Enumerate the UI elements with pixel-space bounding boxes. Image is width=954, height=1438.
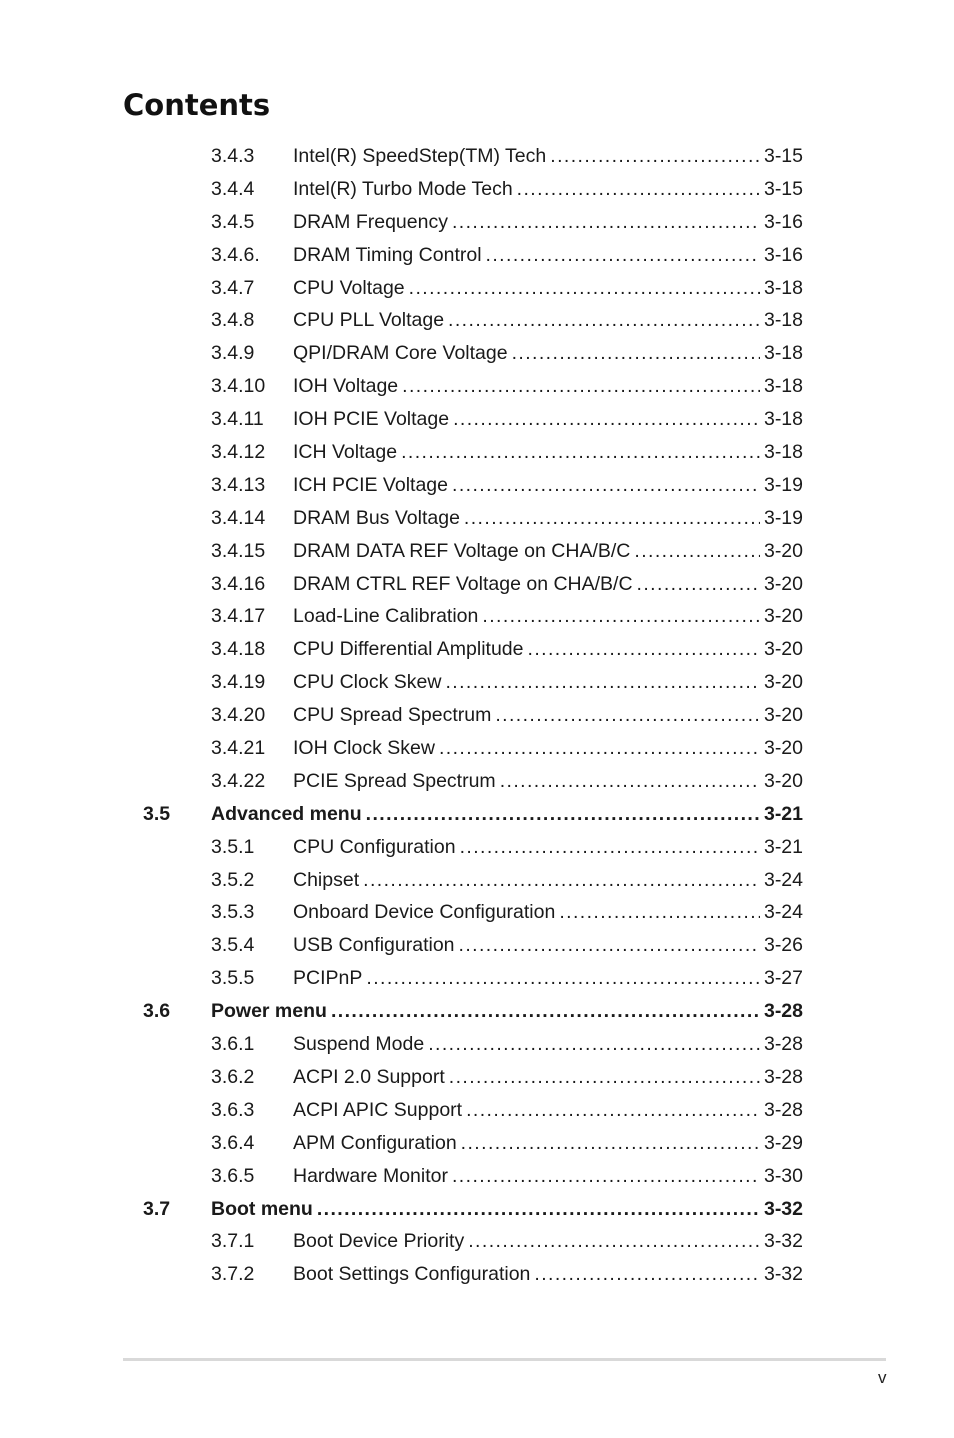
toc-entry[interactable] bbox=[0, 239, 954, 272]
toc-entry-number: 3.4.13 bbox=[211, 473, 266, 496]
toc-entry-number: 3.7.1 bbox=[211, 1230, 255, 1253]
toc-entry-title[interactable]: Advanced menu bbox=[211, 802, 362, 825]
toc-entry-title[interactable]: CPU Configuration bbox=[293, 835, 456, 858]
toc-entry[interactable] bbox=[0, 896, 954, 929]
toc-entry-page[interactable]: 3-28 bbox=[763, 1000, 803, 1023]
toc-entry[interactable] bbox=[0, 765, 954, 798]
dot-leader bbox=[363, 864, 760, 897]
toc-entry-title[interactable]: APM Configuration bbox=[293, 1131, 457, 1154]
toc-entry-page[interactable]: 3-32 bbox=[763, 1197, 803, 1220]
toc-entry-line bbox=[293, 831, 803, 864]
toc-entry-number: 3.4.9 bbox=[211, 342, 255, 365]
toc-entry[interactable] bbox=[0, 831, 954, 864]
toc-entry-page[interactable]: 3-24 bbox=[763, 868, 803, 891]
dot-leader bbox=[461, 1127, 760, 1160]
toc-entry-line bbox=[293, 1160, 803, 1193]
toc-entry[interactable] bbox=[0, 535, 954, 568]
toc-entry-title[interactable]: CPU PLL Voltage bbox=[293, 309, 445, 332]
toc-entry-page[interactable]: 3-20 bbox=[763, 638, 803, 661]
toc-entry-line bbox=[293, 896, 803, 929]
toc-entry-title[interactable]: ACPI APIC Support bbox=[293, 1098, 463, 1121]
toc-entry-line bbox=[293, 173, 803, 206]
toc-entry-line bbox=[293, 206, 803, 239]
toc-entry-line bbox=[293, 1061, 803, 1094]
toc-entry[interactable] bbox=[0, 995, 954, 1028]
toc-entry-title[interactable]: ICH PCIE Voltage bbox=[293, 473, 448, 496]
toc-entry-line bbox=[293, 929, 803, 962]
toc-entry-number: 3.6.4 bbox=[211, 1131, 255, 1154]
toc-entry-page[interactable]: 3-18 bbox=[763, 375, 803, 398]
toc-entry-number: 3.4.22 bbox=[211, 769, 266, 792]
dot-leader bbox=[486, 239, 760, 272]
toc-entry[interactable] bbox=[0, 272, 954, 305]
toc-entry-line bbox=[293, 666, 803, 699]
toc-entry-title[interactable]: CPU Spread Spectrum bbox=[293, 704, 492, 727]
toc-entry-page[interactable]: 3-20 bbox=[763, 605, 803, 628]
toc-entry-title[interactable]: CPU Clock Skew bbox=[293, 671, 442, 694]
toc-entry-number: 3.4.16 bbox=[211, 572, 266, 595]
toc-entry-title[interactable]: PCIE Spread Spectrum bbox=[293, 769, 496, 792]
toc-entry-line bbox=[293, 568, 803, 601]
dot-leader bbox=[452, 1160, 760, 1193]
dot-leader bbox=[452, 206, 760, 239]
toc-entry-title[interactable]: Power menu bbox=[211, 1000, 327, 1023]
toc-entry[interactable] bbox=[0, 633, 954, 666]
toc-entry[interactable] bbox=[0, 206, 954, 239]
dot-leader bbox=[468, 1225, 760, 1258]
toc-entry-page[interactable]: 3-15 bbox=[763, 145, 803, 167]
toc-entry-number: 3.4.6. bbox=[211, 243, 260, 266]
toc-entry-line bbox=[211, 798, 803, 831]
dot-leader bbox=[452, 469, 760, 502]
toc-entry-page[interactable]: 3-28 bbox=[763, 1065, 803, 1088]
toc-entry-line bbox=[293, 1028, 803, 1061]
toc-entry-number: 3.4.12 bbox=[211, 441, 266, 464]
toc-entry-line bbox=[211, 1193, 803, 1226]
toc-entry-number: 3.5.1 bbox=[211, 835, 255, 858]
toc-entry-title[interactable]: DRAM Timing Control bbox=[293, 243, 482, 266]
toc-entry-page[interactable]: 3-19 bbox=[763, 473, 803, 496]
toc-entry-page[interactable]: 3-27 bbox=[763, 967, 803, 990]
toc-entry-number: 3.6.5 bbox=[211, 1164, 255, 1187]
toc-entry-line bbox=[293, 140, 803, 173]
toc-entry[interactable] bbox=[0, 370, 954, 403]
toc-entry-title[interactable]: QPI/DRAM Core Voltage bbox=[293, 342, 508, 365]
toc-entry[interactable] bbox=[0, 600, 954, 633]
toc-entry-page[interactable]: 3-30 bbox=[763, 1164, 803, 1187]
dot-leader bbox=[449, 1061, 760, 1094]
dot-leader bbox=[448, 304, 760, 337]
toc-entry-number: 3.4.14 bbox=[211, 506, 266, 529]
dot-leader bbox=[517, 173, 760, 206]
toc-entry-title[interactable]: Boot menu bbox=[211, 1197, 313, 1220]
dot-leader bbox=[331, 995, 760, 1028]
dot-leader bbox=[550, 140, 760, 173]
toc-entry[interactable] bbox=[0, 929, 954, 962]
toc-entry-page[interactable]: 3-32 bbox=[763, 1263, 803, 1286]
toc-entry-number: 3.4.20 bbox=[211, 704, 266, 727]
toc-entry-number: 3.6.2 bbox=[211, 1065, 255, 1088]
dot-leader bbox=[464, 502, 760, 535]
toc-entry-page[interactable]: 3-20 bbox=[763, 769, 803, 792]
toc-entry-title[interactable]: DRAM DATA REF Voltage on CHA/B/C bbox=[293, 539, 631, 562]
toc-entry-number: 3.4.8 bbox=[211, 309, 255, 332]
table-of-contents bbox=[0, 140, 954, 1291]
dot-leader bbox=[428, 1028, 760, 1061]
toc-entry-line bbox=[293, 370, 803, 403]
toc-entry-title[interactable]: DRAM Bus Voltage bbox=[293, 506, 460, 529]
toc-entry-title[interactable]: CPU Differential Amplitude bbox=[293, 638, 524, 661]
toc-entry-page[interactable]: 3-20 bbox=[763, 539, 803, 562]
toc-entry[interactable] bbox=[0, 798, 954, 831]
toc-entry-page[interactable]: 3-18 bbox=[763, 342, 803, 365]
toc-entry[interactable] bbox=[0, 1193, 954, 1226]
toc-entry[interactable] bbox=[0, 699, 954, 732]
toc-entry-page[interactable]: 3-32 bbox=[763, 1230, 803, 1253]
page-title: Contents bbox=[123, 88, 271, 122]
toc-entry[interactable] bbox=[0, 1258, 954, 1291]
toc-entry[interactable] bbox=[0, 732, 954, 765]
toc-entry-title[interactable]: Load-Line Calibration bbox=[293, 605, 479, 628]
toc-entry-number: 3.4.11 bbox=[211, 408, 264, 431]
dot-leader bbox=[317, 1193, 760, 1226]
dot-leader bbox=[459, 929, 760, 962]
dot-leader bbox=[460, 831, 760, 864]
toc-entry-title[interactable]: USB Configuration bbox=[293, 934, 455, 957]
dot-leader bbox=[439, 732, 760, 765]
toc-entry-title[interactable]: DRAM Frequency bbox=[293, 210, 448, 233]
dot-leader bbox=[534, 1258, 760, 1291]
toc-entry-number: 3.5.5 bbox=[211, 967, 255, 990]
toc-entry-page[interactable]: 3-18 bbox=[763, 309, 803, 332]
dot-leader bbox=[445, 666, 760, 699]
toc-entry-line bbox=[293, 633, 803, 666]
toc-entry-title[interactable]: Boot Settings Configuration bbox=[293, 1263, 531, 1286]
toc-entry[interactable] bbox=[0, 568, 954, 601]
dot-leader bbox=[409, 272, 760, 305]
toc-entry-page[interactable]: 3-20 bbox=[763, 671, 803, 694]
toc-entry-number: 3.4.7 bbox=[211, 276, 255, 299]
toc-entry-line bbox=[293, 732, 803, 765]
toc-entry-title[interactable]: IOH Voltage bbox=[293, 375, 399, 398]
toc-entry-number: 3.4.18 bbox=[211, 638, 266, 661]
toc-entry-number: 3.4.5 bbox=[211, 210, 255, 233]
dot-leader bbox=[466, 1094, 760, 1127]
toc-entry-page[interactable]: 3-16 bbox=[763, 210, 803, 233]
toc-entry[interactable] bbox=[0, 666, 954, 699]
toc-entry[interactable] bbox=[0, 337, 954, 370]
toc-entry-title[interactable]: Onboard Device Configuration bbox=[293, 901, 556, 924]
toc-entry-number: 3.5.4 bbox=[211, 934, 255, 957]
toc-entry[interactable] bbox=[0, 173, 954, 206]
toc-entry-page[interactable]: 3-16 bbox=[763, 243, 803, 266]
dot-leader bbox=[512, 337, 760, 370]
toc-entry[interactable] bbox=[0, 403, 954, 436]
toc-entry-title[interactable]: Hardware Monitor bbox=[293, 1164, 448, 1187]
toc-entry-number: 3.5.3 bbox=[211, 901, 255, 924]
toc-entry[interactable] bbox=[0, 1160, 954, 1193]
toc-entry-number: 3.6 bbox=[143, 1000, 171, 1023]
toc-entry-line bbox=[293, 864, 803, 897]
toc-entry-line bbox=[293, 1127, 803, 1160]
dot-leader bbox=[366, 798, 760, 831]
toc-entry-number: 3.5.2 bbox=[211, 868, 255, 891]
toc-entry[interactable] bbox=[0, 1061, 954, 1094]
toc-entry-line bbox=[211, 995, 803, 1028]
toc-entry-title[interactable]: Suspend Mode bbox=[293, 1033, 425, 1056]
toc-entry-page[interactable]: 3-20 bbox=[763, 704, 803, 727]
toc-entry[interactable] bbox=[0, 1028, 954, 1061]
footer-rule bbox=[123, 1358, 886, 1361]
page-number: v bbox=[878, 1368, 887, 1387]
toc-entry-page[interactable]: 3-28 bbox=[763, 1033, 803, 1056]
toc-entry-number: 3.4.15 bbox=[211, 539, 266, 562]
toc-entry-line bbox=[293, 304, 803, 337]
toc-entry-line bbox=[293, 436, 803, 469]
toc-entry-number: 3.6.1 bbox=[211, 1033, 255, 1056]
toc-entry-number: 3.5 bbox=[143, 802, 171, 825]
toc-entry-title[interactable]: ICH Voltage bbox=[293, 441, 398, 464]
toc-entry-number: 3.7 bbox=[143, 1197, 171, 1220]
toc-entry-page[interactable]: 3-18 bbox=[763, 408, 803, 431]
toc-entry-page[interactable]: 3-24 bbox=[763, 901, 803, 924]
toc-entry[interactable] bbox=[0, 962, 954, 995]
toc-entry-number: 3.4.19 bbox=[211, 671, 266, 694]
toc-entry-title[interactable]: Chipset bbox=[293, 868, 360, 891]
dot-leader bbox=[559, 896, 760, 929]
toc-entry-number: 3.4.4 bbox=[211, 177, 255, 200]
toc-entry-page[interactable]: 3-20 bbox=[763, 737, 803, 760]
toc-entry-title[interactable]: IOH PCIE Voltage bbox=[293, 408, 450, 431]
toc-entry-line bbox=[293, 403, 803, 436]
dot-leader bbox=[500, 765, 760, 798]
toc-entry-line bbox=[293, 1258, 803, 1291]
toc-entry-title[interactable]: CPU Voltage bbox=[293, 276, 405, 299]
toc-entry-line bbox=[293, 469, 803, 502]
toc-entry[interactable] bbox=[0, 502, 954, 535]
toc-entry-number: 3.7.2 bbox=[211, 1263, 255, 1286]
dot-leader bbox=[528, 633, 760, 666]
toc-entry-title[interactable]: IOH Clock Skew bbox=[293, 737, 435, 760]
toc-entry-number: 3.4.21 bbox=[211, 737, 266, 760]
toc-entry-line bbox=[293, 502, 803, 535]
toc-entry-line bbox=[293, 765, 803, 798]
toc-entry-page[interactable]: 3-15 bbox=[763, 177, 803, 200]
toc-entry-title[interactable]: DRAM CTRL REF Voltage on CHA/B/C bbox=[293, 572, 633, 595]
toc-entry[interactable] bbox=[0, 1094, 954, 1127]
toc-entry-line bbox=[293, 962, 803, 995]
toc-entry[interactable] bbox=[0, 304, 954, 337]
toc-entry-page[interactable]: 3-28 bbox=[763, 1098, 803, 1121]
toc-entry-number: 3.4.10 bbox=[211, 375, 266, 398]
toc-entry-page[interactable]: 3-21 bbox=[763, 802, 803, 825]
toc-entry-title[interactable]: Intel(R) SpeedStep(TM) Tech bbox=[293, 145, 547, 167]
dot-leader bbox=[401, 436, 760, 469]
dot-leader bbox=[366, 962, 760, 995]
dot-leader bbox=[634, 535, 760, 568]
toc-entry-title[interactable]: Intel(R) Turbo Mode Tech bbox=[293, 177, 513, 200]
toc-entry[interactable] bbox=[0, 1127, 954, 1160]
toc-entry-title[interactable]: ACPI 2.0 Support bbox=[293, 1065, 445, 1088]
toc-entry-line bbox=[293, 699, 803, 732]
toc-entry-page[interactable]: 3-19 bbox=[763, 506, 803, 529]
toc-entry-title[interactable]: PCIPnP bbox=[293, 967, 363, 990]
dot-leader bbox=[637, 568, 760, 601]
toc-entry-page[interactable]: 3-18 bbox=[763, 276, 803, 299]
toc-entry-title[interactable]: Boot Device Priority bbox=[293, 1230, 465, 1253]
toc-entry-page[interactable]: 3-20 bbox=[763, 572, 803, 595]
toc-entry-page[interactable]: 3-26 bbox=[763, 934, 803, 957]
toc-entry[interactable] bbox=[0, 469, 954, 502]
toc-entry-number: 3.4.3 bbox=[211, 145, 255, 167]
toc-entry-line bbox=[293, 535, 803, 568]
toc-entry-line bbox=[293, 1094, 803, 1127]
toc-entry[interactable] bbox=[0, 436, 954, 469]
toc-entry[interactable] bbox=[0, 864, 954, 897]
dot-leader bbox=[453, 403, 760, 436]
dot-leader bbox=[495, 699, 760, 732]
toc-entry-line bbox=[293, 337, 803, 370]
dot-leader bbox=[482, 600, 760, 633]
toc-entry-number: 3.6.3 bbox=[211, 1098, 255, 1121]
toc-entry-line bbox=[293, 239, 803, 272]
toc-entry-page[interactable]: 3-18 bbox=[763, 441, 803, 464]
dot-leader bbox=[402, 370, 760, 403]
toc-entry-number: 3.4.17 bbox=[211, 605, 266, 628]
toc-entry-page[interactable]: 3-21 bbox=[763, 835, 803, 858]
toc-entry[interactable] bbox=[0, 1225, 954, 1258]
toc-entry-line bbox=[293, 1225, 803, 1258]
toc-entry[interactable] bbox=[0, 140, 954, 173]
toc-entry-line bbox=[293, 272, 803, 305]
toc-entry-page[interactable]: 3-29 bbox=[763, 1131, 803, 1154]
toc-entry-line bbox=[293, 600, 803, 633]
